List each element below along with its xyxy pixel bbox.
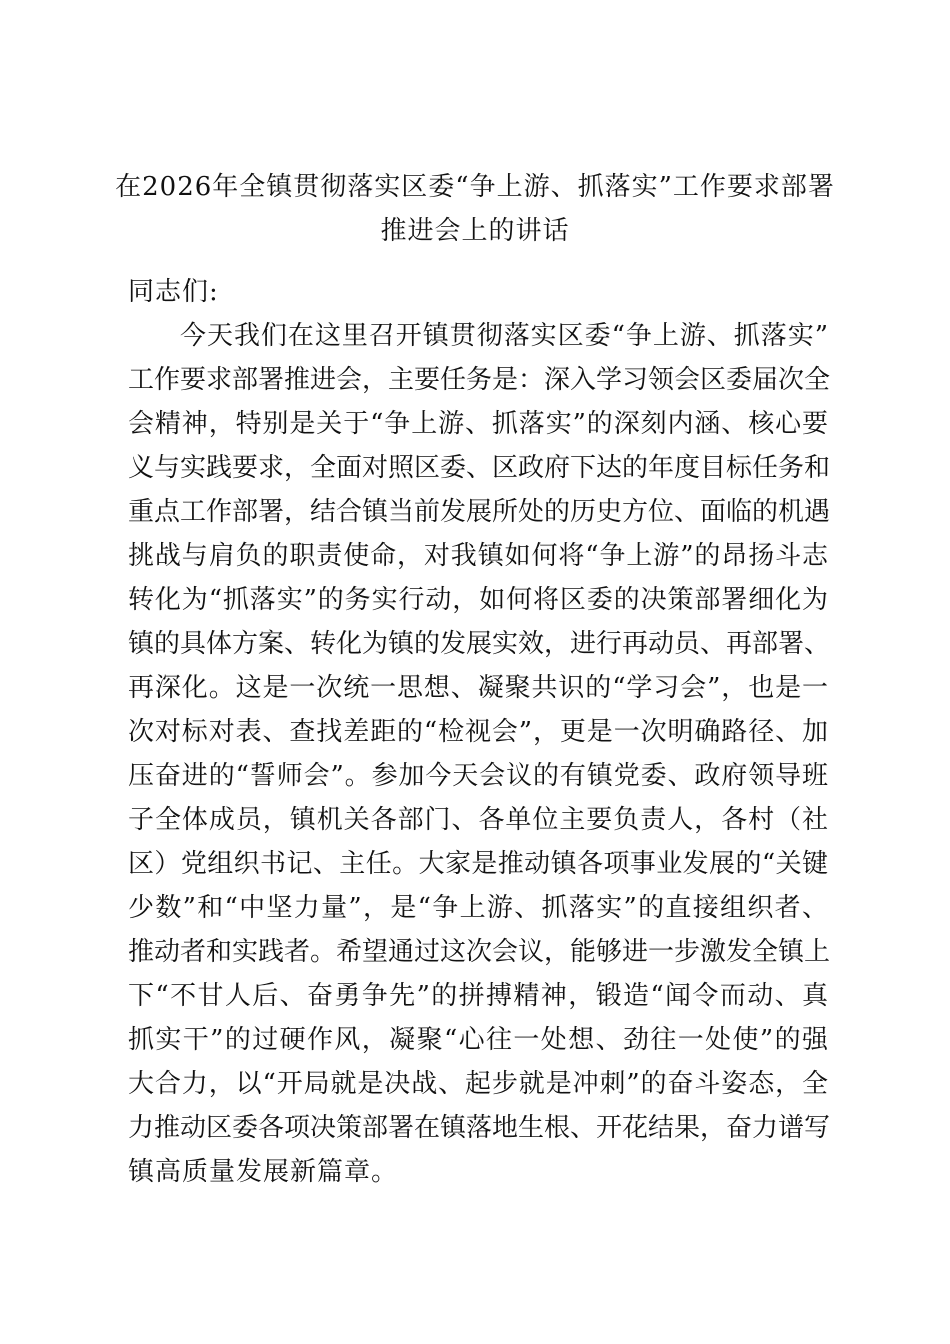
body-line: 义与实践要求，全面对照区委、区政府下达的年度目标任务和 xyxy=(128,453,831,483)
body-line: 会精神，特别是关于“争上游、抓落实”的深刻内涵、核心要 xyxy=(128,409,828,439)
body-line: 少数”和“中坚力量”，是“争上游、抓落实”的直接组织者、 xyxy=(128,893,828,923)
body-line: 下“不甘人后、奋勇争先”的拼搏精神，锻造“闻令而动、真 xyxy=(128,981,828,1011)
body-line: 抓实干”的过硬作风，凝聚“心往一处想、劲往一处使”的强 xyxy=(128,1025,828,1055)
document-title-line-2: 推进会上的讲话 xyxy=(380,216,570,246)
body-line: 压奋进的“誓师会”。参加今天会议的有镇党委、政府领导班 xyxy=(128,761,828,791)
body-line: 次对标对表、查找差距的“检视会”，更是一次明确路径、加 xyxy=(128,717,828,747)
body-line: 重点工作部署，结合镇当前发展所处的历史方位、面临的机遇 xyxy=(128,497,831,527)
body-line: 今天我们在这里召开镇贯彻落实区委“争上游、抓落实” xyxy=(180,321,828,351)
body-line: 工作要求部署推进会，主要任务是：深入学习领会区委届次全 xyxy=(128,365,831,395)
body-line: 挑战与肩负的职责使命，对我镇如何将“争上游”的昂扬斗志 xyxy=(128,541,828,571)
salutation: 同志们: xyxy=(128,277,219,307)
body-line: 推动者和实践者。希望通过这次会议，能够进一步激发全镇上 xyxy=(128,937,831,967)
body-line: 再深化。这是一次统一思想、凝聚共识的“学习会”，也是一 xyxy=(128,673,828,703)
body-line: 区）党组织书记、主任。大家是推动镇各项事业发展的“关键 xyxy=(128,849,828,879)
body-line: 镇高质量发展新篇章。 xyxy=(128,1157,399,1187)
body-line: 转化为“抓落实”的务实行动，如何将区委的决策部署细化为 xyxy=(128,585,828,615)
document-title-line-1: 在2026年全镇贯彻落实区委“争上游、抓落实”工作要求部署 xyxy=(115,172,835,202)
body-line: 子全体成员，镇机关各部门、各单位主要负责人，各村（社 xyxy=(128,805,828,835)
body-line: 镇的具体方案、转化为镇的发展实效，进行再动员、再部署、 xyxy=(128,629,831,659)
body-line: 大合力，以“开局就是决战、起步就是冲刺”的奋斗姿态，全 xyxy=(128,1069,828,1099)
body-line: 力推动区委各项决策部署在镇落地生根、开花结果，奋力谱写 xyxy=(128,1113,831,1143)
